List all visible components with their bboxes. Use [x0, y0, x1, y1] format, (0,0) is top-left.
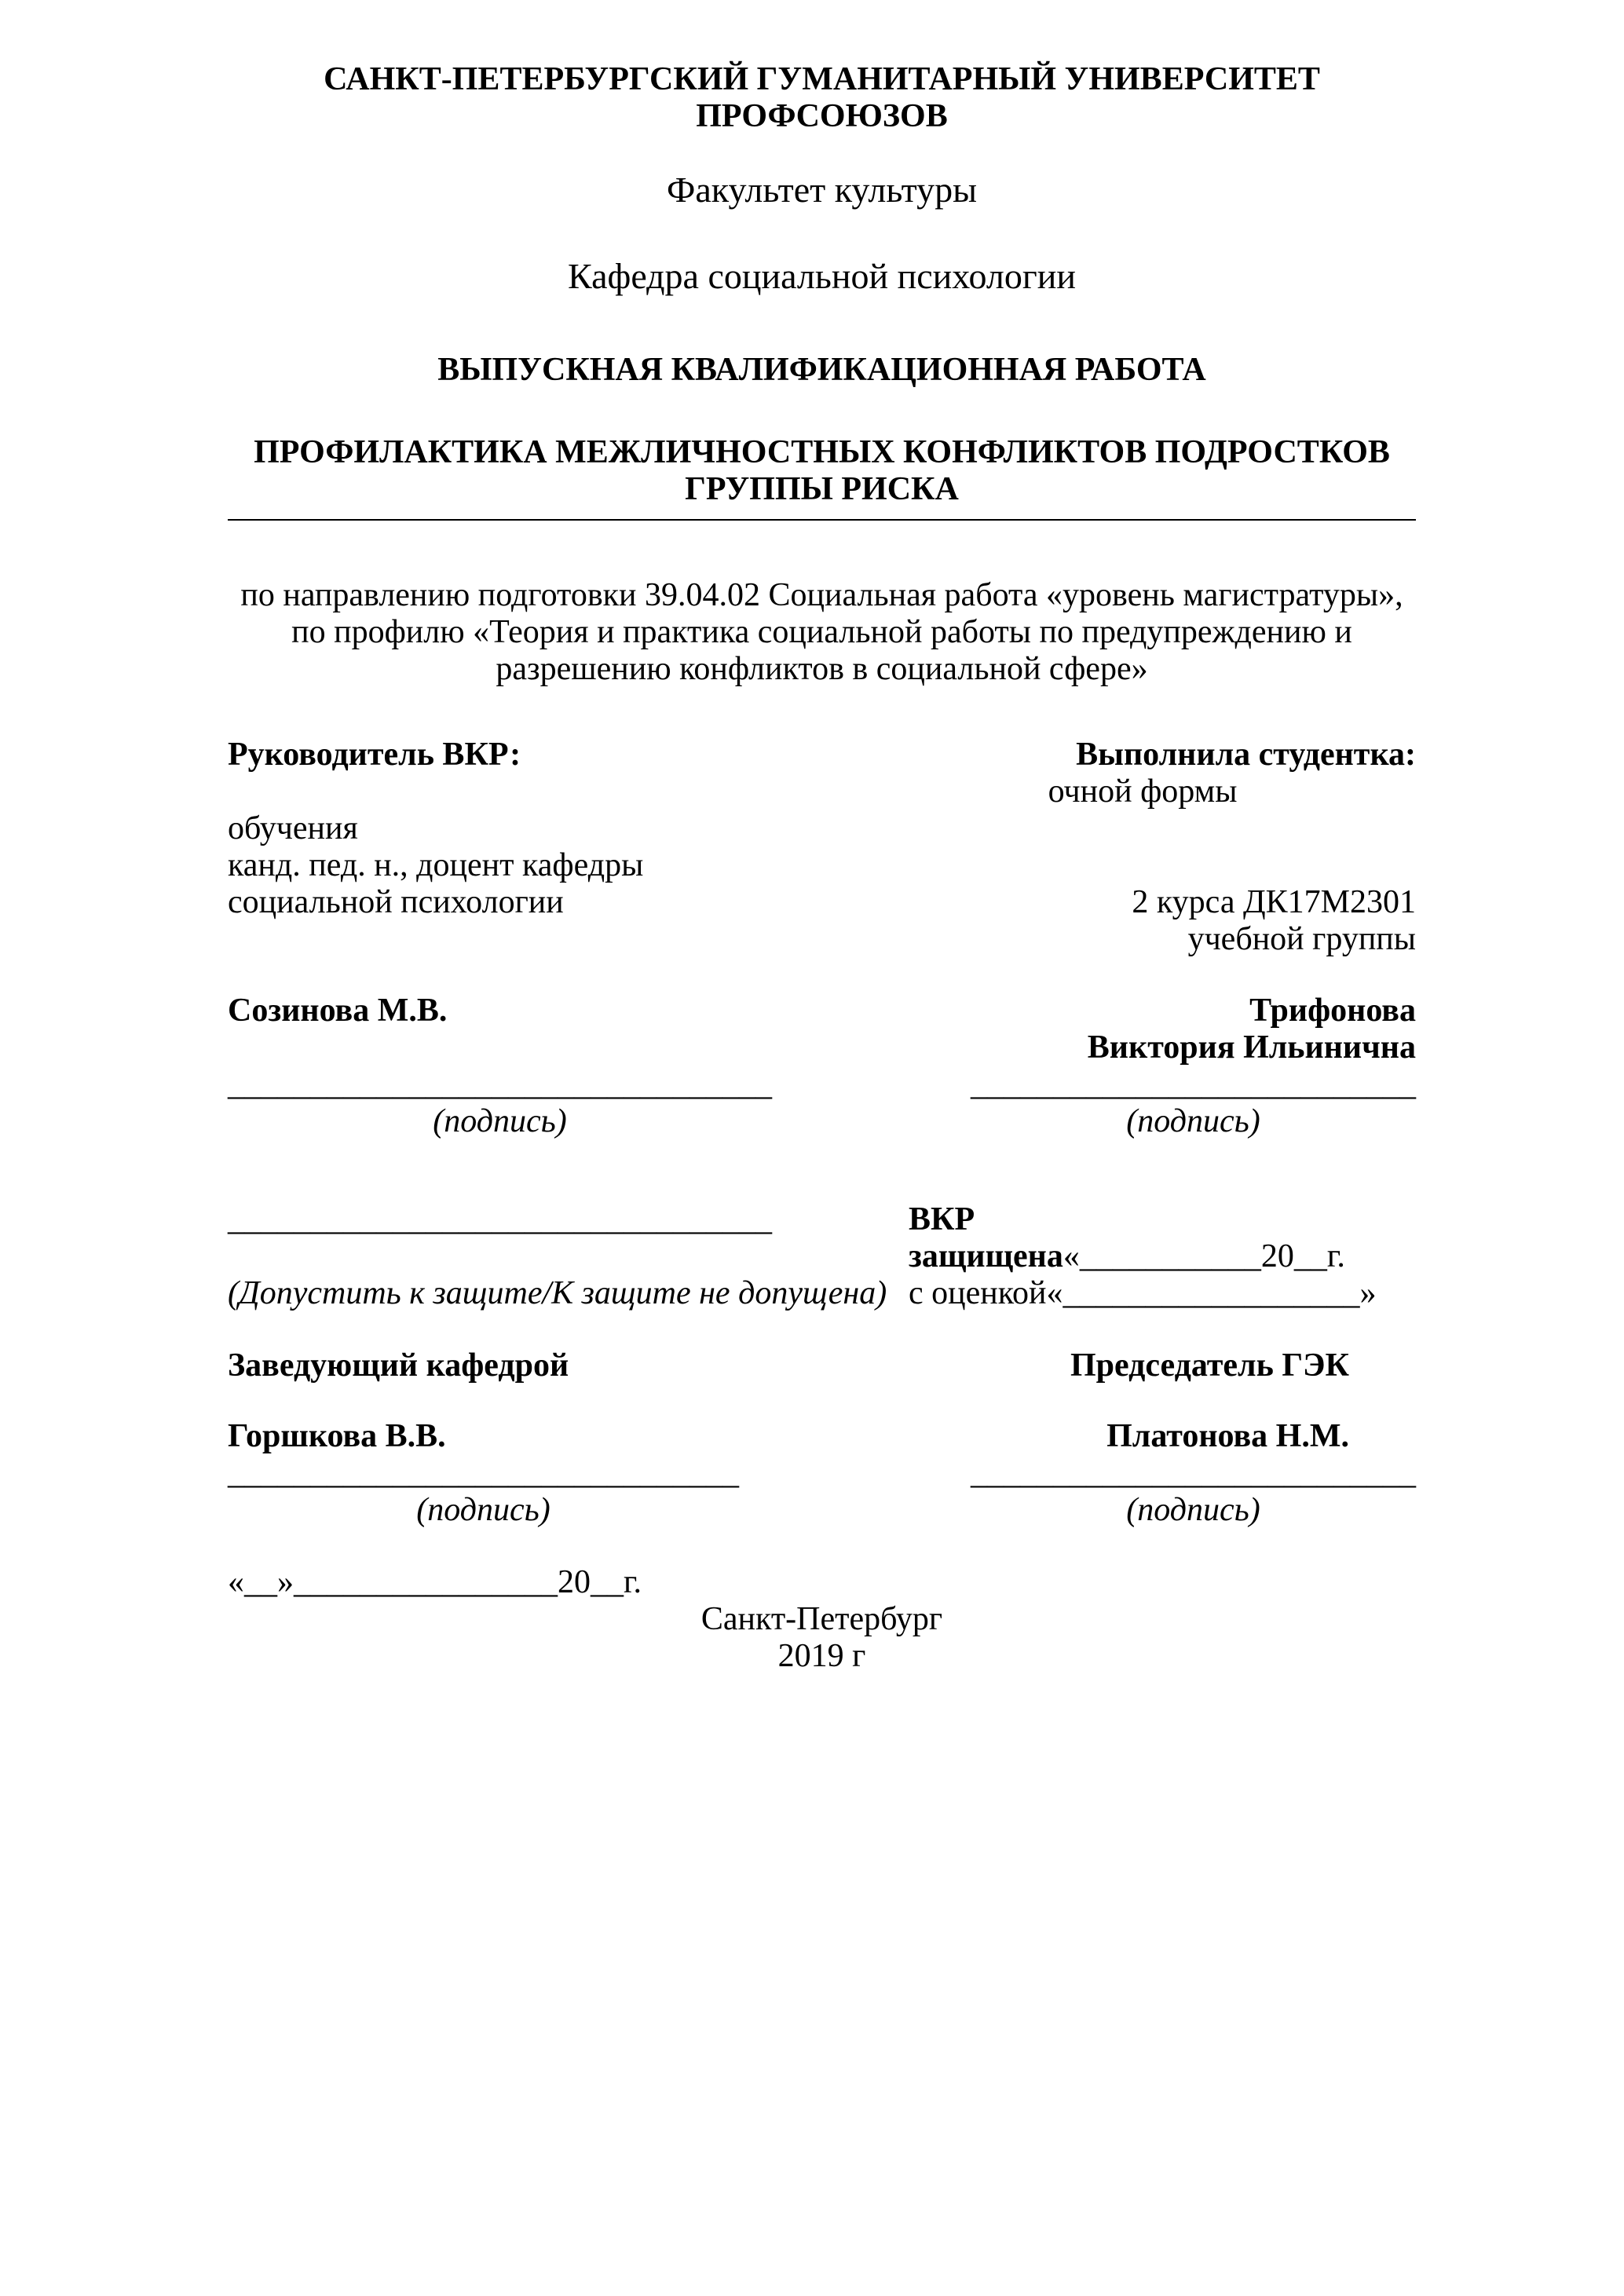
student-group-line-2: учебной группы	[1187, 921, 1416, 957]
head-signature-line: _______________________________	[228, 1455, 739, 1491]
student-signature-block	[971, 1066, 1416, 1140]
thesis-title	[228, 434, 1416, 508]
university-name	[228, 61, 1416, 135]
student-group-line-1: 2 курса ДК17М2301	[1132, 884, 1416, 920]
university-name-line-2: ПРОФСОЮЗОВ	[696, 98, 948, 134]
faculty-name: Факультет культуры	[667, 170, 977, 210]
spacer-cell	[228, 1029, 822, 1066]
chair-signature-line: ___________________________	[971, 1455, 1416, 1491]
supervisor-detail-row-3	[228, 884, 1416, 921]
student-signature-cell	[869, 1066, 1416, 1140]
officials-labels-row	[228, 1347, 1416, 1384]
student-name-line-2: Виктория Ильинична	[1087, 1029, 1416, 1066]
supervisor-label: Руководитель ВКР:	[228, 737, 521, 773]
student-form: очной формы	[1048, 773, 1238, 810]
student-form-row	[228, 773, 1416, 810]
year: 2019 г	[777, 1638, 866, 1674]
program-line-2: по профилю «Теория и практика социальной работы по предупреждению и	[291, 614, 1352, 650]
student-signature-caption: (подпись)	[1126, 1103, 1260, 1139]
labels-row	[228, 737, 1416, 773]
defended-line	[869, 1201, 1416, 1275]
chair-name: Платонова Н.М.	[1106, 1418, 1349, 1454]
grade-line: с оценкой«__________________»	[909, 1275, 1377, 1311]
spacer-cell	[869, 810, 1416, 847]
two-column-section	[228, 737, 1416, 1601]
chair-label: Председатель ГЭК	[1070, 1347, 1349, 1384]
chair-signature-block	[971, 1455, 1416, 1529]
supervisor-detail-2: канд. пед. н., доцент кафедры	[228, 847, 644, 883]
title-underline-rule	[228, 519, 1416, 521]
thesis-title-line-2: ГРУППЫ РИСКА	[685, 471, 959, 507]
spacer-cell	[869, 1564, 1416, 1601]
supervisor-name: Созинова М.В.	[228, 993, 448, 1029]
admission-row	[228, 1201, 1416, 1275]
student-signature-line: ___________________________	[971, 1066, 1416, 1102]
names-row-2	[228, 1029, 1416, 1066]
spacer-cell	[869, 847, 1416, 884]
thesis-title-line-1: ПРОФИЛАКТИКА МЕЖЛИЧНОСТНЫХ КОНФЛИКТОВ ПОДРОСТКОВ	[254, 434, 1390, 470]
supervisor-detail-row-1	[228, 810, 1416, 847]
chair-signature-caption: (подпись)	[1126, 1492, 1260, 1528]
date-row	[228, 1564, 1416, 1601]
spacer-cell	[228, 921, 822, 958]
admission-caption-row	[228, 1275, 1416, 1312]
supervisor-signature-block	[228, 1066, 772, 1140]
head-name: Горшкова В.В.	[228, 1418, 446, 1454]
officials-names-row	[228, 1418, 1416, 1455]
work-type-heading: ВЫПУСКНАЯ КВАЛИФИКАЦИОННАЯ РАБОТА	[437, 352, 1206, 388]
head-signature-block	[228, 1455, 739, 1529]
signature-row-1	[228, 1066, 1416, 1140]
department-name: Кафедра социальной психологии	[568, 256, 1076, 296]
admission-caption: (Допустить к защите/К защите не допущена)	[228, 1275, 887, 1311]
chair-signature-cell	[869, 1455, 1416, 1529]
supervisor-signature-line: _________________________________	[228, 1066, 772, 1102]
defended-blank: «___________20__г.	[1063, 1238, 1345, 1274]
admission-blank-line: _________________________________	[228, 1201, 772, 1238]
defended-label: ВКР защищена	[909, 1201, 1063, 1274]
student-name-line-1: Трифонова	[1249, 993, 1416, 1029]
head-signature-cell	[228, 1455, 822, 1529]
supervisor-detail-row-2	[228, 847, 1416, 884]
supervisor-signature-caption: (подпись)	[433, 1103, 567, 1139]
student-group-row	[228, 921, 1416, 958]
program-line-3: разрешению конфликтов в социальной сфере»	[496, 651, 1148, 687]
names-row-1	[228, 993, 1416, 1029]
date-line: «__»________________20__г.	[228, 1564, 642, 1600]
head-signature-caption: (подпись)	[416, 1492, 550, 1528]
supervisor-detail-3: социальной психологии	[228, 884, 564, 920]
supervisor-signature-cell	[228, 1066, 822, 1140]
city: Санкт-Петербург	[700, 1601, 943, 1637]
head-label: Заведующий кафедрой	[228, 1347, 569, 1384]
supervisor-detail-1: обучения	[228, 810, 358, 846]
signature-row-2	[228, 1455, 1416, 1529]
program-line-1: по направлению подготовки 39.04.02 Социальная работа «уровень магистратуры»,	[240, 577, 1403, 613]
program-description	[228, 577, 1416, 688]
spacer-cell	[228, 773, 822, 810]
student-label: Выполнила студентка:	[1076, 737, 1416, 773]
university-name-line-1: САНКТ-ПЕТЕРБУРГСКИЙ ГУМАНИТАРНЫЙ УНИВЕРСИТЕТ	[324, 61, 1320, 97]
